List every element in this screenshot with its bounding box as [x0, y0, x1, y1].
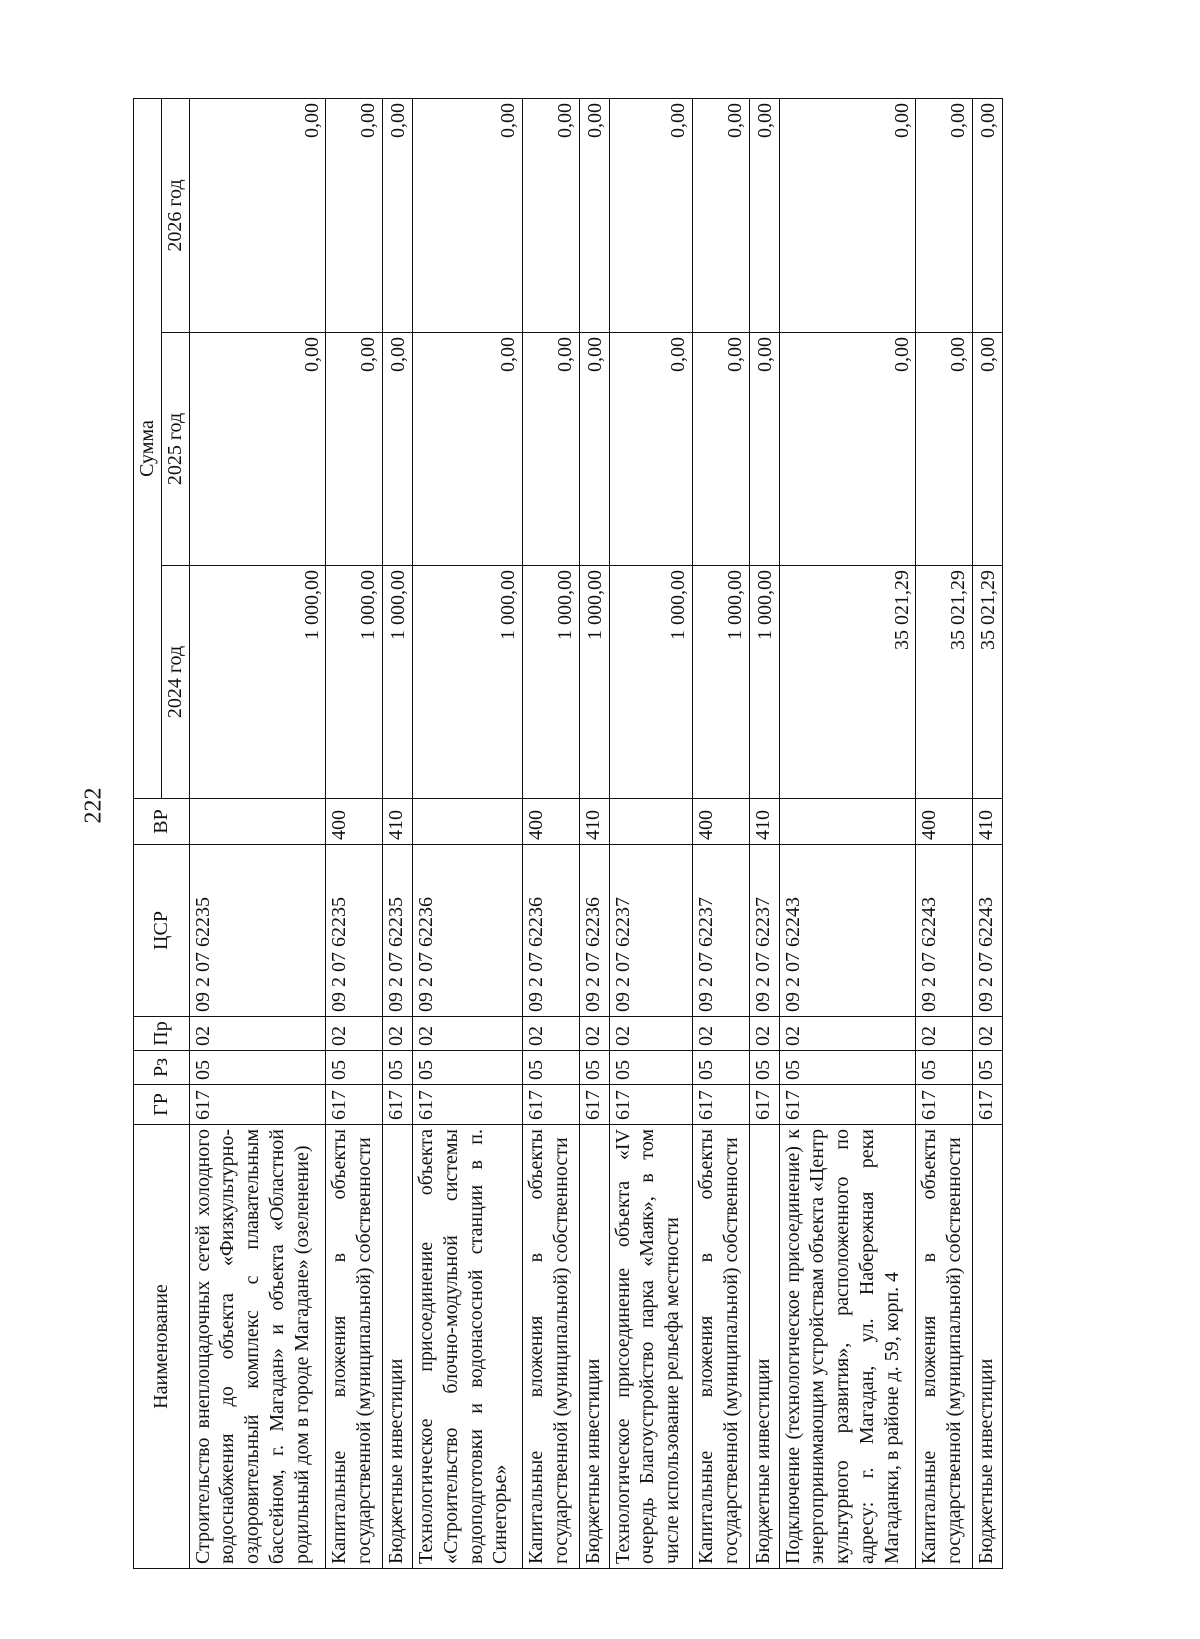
- cell-rz: 05: [579, 1051, 609, 1085]
- header-2024: 2024 год: [161, 566, 189, 799]
- header-2026: 2026 год: [161, 98, 189, 332]
- table-row: [749, 98, 779, 1568]
- cell-vr: 400: [326, 799, 383, 845]
- cell-csr: 09 2 07 62235: [383, 845, 413, 1017]
- cell-csr: 09 2 07 62243: [972, 845, 1002, 1017]
- cell-2025: 0,00: [749, 333, 779, 566]
- cell-pr: 02: [383, 1017, 413, 1051]
- cell-vr: [609, 799, 692, 845]
- cell-2026: 0,00: [579, 98, 609, 332]
- table-row: [972, 98, 1002, 1568]
- cell-vr: [189, 799, 326, 845]
- cell-rz: 05: [609, 1051, 692, 1085]
- cell-pr: 02: [412, 1017, 522, 1051]
- cell-2026: 0,00: [692, 98, 749, 332]
- cell-rz: 05: [692, 1051, 749, 1085]
- cell-rz: 05: [916, 1051, 973, 1085]
- cell-name: Бюджетные инвестиции: [579, 1125, 609, 1569]
- cell-csr: 09 2 07 62237: [749, 845, 779, 1017]
- cell-2025: 0,00: [189, 333, 326, 566]
- cell-name: Строительство внеплощадочных сетей холодного водоснабжения до объекта «Физкультурно-оздоровительный комплекс с плавательным бассейном, г. Магадан» и объекта «Областной родильный дом в городе Магадане» (озеленение): [189, 1125, 326, 1569]
- cell-rz: 05: [523, 1051, 580, 1085]
- cell-pr: 02: [189, 1017, 326, 1051]
- cell-name: Капитальные вложения в объекты государственной (муниципальной) собственности: [692, 1125, 749, 1569]
- cell-gr: 617: [326, 1085, 383, 1125]
- cell-csr: 09 2 07 62236: [579, 845, 609, 1017]
- cell-csr: 09 2 07 62235: [189, 845, 326, 1017]
- cell-gr: 617: [779, 1085, 916, 1125]
- cell-2024: 35 021,29: [972, 566, 1002, 799]
- header-csr: ЦСР: [134, 845, 190, 1017]
- cell-vr: 410: [972, 799, 1002, 845]
- cell-2025: 0,00: [972, 333, 1002, 566]
- cell-gr: 617: [383, 1085, 413, 1125]
- cell-name: Подключение (технологическое присоединение) к энергопринимающим устройствам объекта «Центр культурного развития», расположенного по адресу: г. Магадан, ул. Набережная реки Магаданки, в районе д. 59, корп. 4: [779, 1125, 916, 1569]
- cell-2026: 0,00: [326, 98, 383, 332]
- cell-2024: 35 021,29: [916, 566, 973, 799]
- cell-name: Капитальные вложения в объекты государственной (муниципальной) собственности: [916, 1125, 973, 1569]
- cell-vr: 410: [749, 799, 779, 845]
- cell-gr: 617: [692, 1085, 749, 1125]
- table-header-row: [134, 98, 162, 1568]
- cell-2025: 0,00: [692, 333, 749, 566]
- cell-2025: 0,00: [779, 333, 916, 566]
- cell-gr: 617: [412, 1085, 522, 1125]
- cell-gr: 617: [523, 1085, 580, 1125]
- cell-2024: 35 021,29: [779, 566, 916, 799]
- cell-2026: 0,00: [972, 98, 1002, 332]
- cell-2026: 0,00: [189, 98, 326, 332]
- cell-pr: 02: [692, 1017, 749, 1051]
- cell-name: Бюджетные инвестиции: [972, 1125, 1002, 1569]
- cell-gr: 617: [972, 1085, 1002, 1125]
- cell-gr: 617: [189, 1085, 326, 1125]
- header-rz: Рз: [134, 1051, 190, 1085]
- cell-2024: 1 000,00: [749, 566, 779, 799]
- table-body: [189, 98, 1002, 1568]
- cell-2026: 0,00: [412, 98, 522, 332]
- cell-gr: 617: [749, 1085, 779, 1125]
- table-row: [383, 98, 413, 1568]
- cell-2026: 0,00: [779, 98, 916, 332]
- cell-2025: 0,00: [523, 333, 580, 566]
- cell-gr: 617: [916, 1085, 973, 1125]
- cell-pr: 02: [749, 1017, 779, 1051]
- cell-pr: 02: [523, 1017, 580, 1051]
- cell-rz: 05: [189, 1051, 326, 1085]
- cell-csr: 09 2 07 62237: [609, 845, 692, 1017]
- rotated-table-container: [133, 99, 1003, 1569]
- cell-2026: 0,00: [383, 98, 413, 332]
- cell-2024: 1 000,00: [383, 566, 413, 799]
- table-row: [916, 98, 973, 1568]
- header-gr: ГР: [134, 1085, 190, 1125]
- cell-pr: 02: [779, 1017, 916, 1051]
- cell-2025: 0,00: [916, 333, 973, 566]
- cell-pr: 02: [916, 1017, 973, 1051]
- table-row: [779, 98, 916, 1568]
- cell-2024: 1 000,00: [189, 566, 326, 799]
- cell-vr: 400: [523, 799, 580, 845]
- cell-2026: 0,00: [523, 98, 580, 332]
- cell-vr: 410: [383, 799, 413, 845]
- table-row: [609, 98, 692, 1568]
- cell-vr: 410: [579, 799, 609, 845]
- header-sum: Сумма: [134, 98, 162, 798]
- cell-rz: 05: [749, 1051, 779, 1085]
- cell-csr: 09 2 07 62243: [779, 845, 916, 1017]
- cell-2026: 0,00: [749, 98, 779, 332]
- cell-2025: 0,00: [412, 333, 522, 566]
- table-row: [692, 98, 749, 1568]
- budget-table: [133, 98, 1003, 1569]
- cell-name: Бюджетные инвестиции: [383, 1125, 413, 1569]
- cell-csr: 09 2 07 62236: [523, 845, 580, 1017]
- cell-pr: 02: [579, 1017, 609, 1051]
- table-row: [189, 98, 326, 1568]
- page-number: 222: [80, 787, 107, 824]
- cell-rz: 05: [383, 1051, 413, 1085]
- cell-2026: 0,00: [916, 98, 973, 332]
- cell-rz: 05: [326, 1051, 383, 1085]
- cell-2025: 0,00: [609, 333, 692, 566]
- cell-2024: 1 000,00: [326, 566, 383, 799]
- cell-csr: 09 2 07 62243: [916, 845, 973, 1017]
- table-row: [523, 98, 580, 1568]
- cell-rz: 05: [779, 1051, 916, 1085]
- cell-vr: 400: [692, 799, 749, 845]
- header-name: Наименование: [134, 1125, 190, 1569]
- table-row: [412, 98, 522, 1568]
- cell-2025: 0,00: [383, 333, 413, 566]
- cell-2025: 0,00: [326, 333, 383, 566]
- cell-2024: 1 000,00: [692, 566, 749, 799]
- cell-2026: 0,00: [609, 98, 692, 332]
- cell-gr: 617: [579, 1085, 609, 1125]
- cell-rz: 05: [972, 1051, 1002, 1085]
- cell-2024: 1 000,00: [412, 566, 522, 799]
- cell-vr: 400: [916, 799, 973, 845]
- header-pr: Пр: [134, 1017, 190, 1051]
- cell-pr: 02: [972, 1017, 1002, 1051]
- cell-name: Технологическое присоединение объекта «IV очередь Благоустройство парка «Маяк», в том числе использование рельефа местности: [609, 1125, 692, 1569]
- cell-2024: 1 000,00: [523, 566, 580, 799]
- cell-gr: 617: [609, 1085, 692, 1125]
- cell-rz: 05: [412, 1051, 522, 1085]
- table-row: [579, 98, 609, 1568]
- cell-csr: 09 2 07 62236: [412, 845, 522, 1017]
- cell-name: Капитальные вложения в объекты государственной (муниципальной) собственности: [326, 1125, 383, 1569]
- table-row: [326, 98, 383, 1568]
- cell-name: Капитальные вложения в объекты государственной (муниципальной) собственности: [523, 1125, 580, 1569]
- cell-2024: 1 000,00: [609, 566, 692, 799]
- cell-pr: 02: [609, 1017, 692, 1051]
- header-vr: ВР: [134, 799, 190, 845]
- header-2025: 2025 год: [161, 333, 189, 566]
- cell-csr: 09 2 07 62237: [692, 845, 749, 1017]
- cell-vr: [412, 799, 522, 845]
- cell-2025: 0,00: [579, 333, 609, 566]
- cell-pr: 02: [326, 1017, 383, 1051]
- cell-2024: 1 000,00: [579, 566, 609, 799]
- cell-name: Бюджетные инвестиции: [749, 1125, 779, 1569]
- cell-vr: [779, 799, 916, 845]
- cell-csr: 09 2 07 62235: [326, 845, 383, 1017]
- cell-name: Технологическое присоединение объекта «Строительство блочно-модульной системы водоподготовки и водонасосной станции в п. Синегорье»: [412, 1125, 522, 1569]
